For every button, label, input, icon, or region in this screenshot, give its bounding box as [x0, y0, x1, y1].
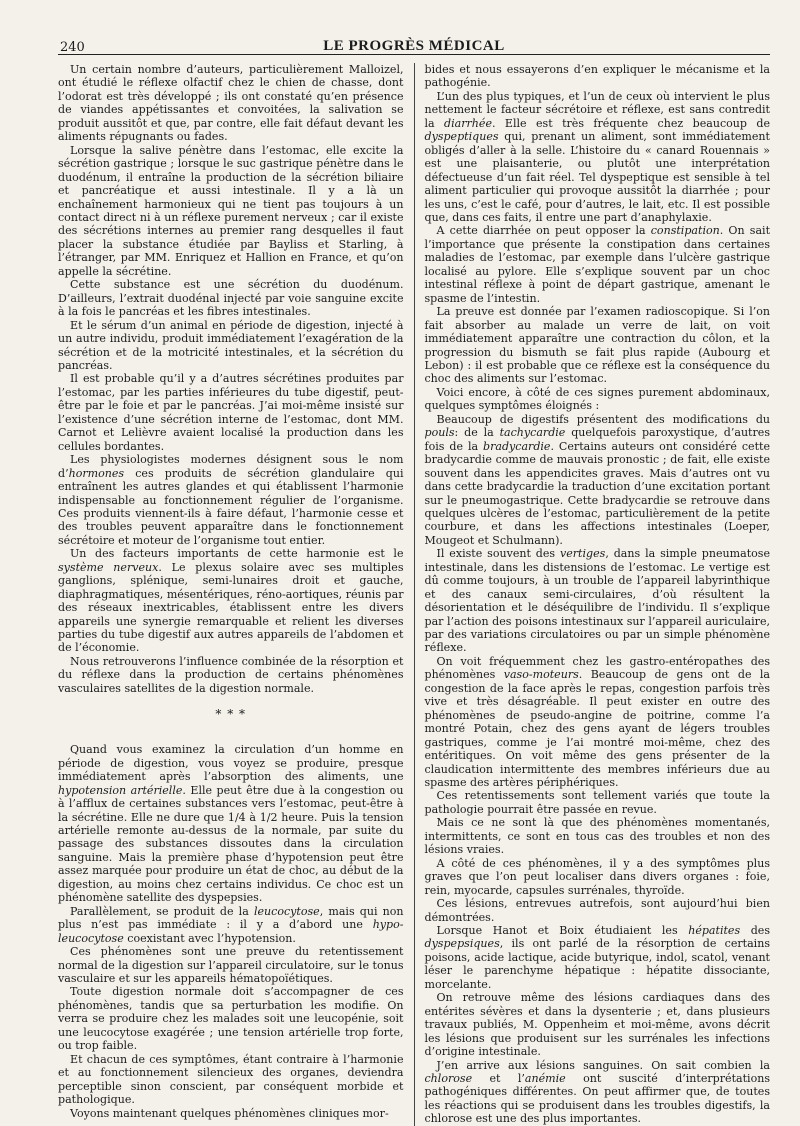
paragraph: Ces phénomènes sont une preuve du retentissement normal de la digestion sur l’appareil circulatoire, sur le tonus vasculaire et sur les appareils hématopoïétiques. [58, 945, 404, 985]
emphasis: leucocytose [253, 904, 320, 918]
paragraph: J’en arrive aux lésions sanguines. On sait combien la chlorose et l’anémie ont suscité d’interprétations pathogéniques différentes. On peut affirmer que, de toutes les réactions qui se produisent dans les troubles digestifs, la chlorose est une des plus importantes. [424, 1058, 770, 1126]
paragraph: L’un des plus typiques, et l’un de ceux où intervient le plus nettement le facteur sécrétoire et réflexe, est sans contredit la diarrhée. Elle est très fréquente chez beaucoup de dyspeptiques qui, prenant un aliment, sont immédiatement obligés d’aller à la selle. L’histoire du « canard Rouennais » est une plaisanterie, ou plutôt une interprétation défectueuse d’un fait réel. Tel dyspeptique est sensible à tel aliment particulier qui provoque aussitôt la diarrhée ; pour les uns, c’est le café, pour d’autres, le lait, etc. Il est possible que, dans ces faits, il entre une part d’anaphylaxie. [424, 89, 770, 224]
paragraph: La preuve est donnée par l’examen radioscopique. Si l’on fait absorber au malade un verre de lait, on voit immédiatement apparaître une contraction du côlon, et la progression du bismuth se fait plus rapide (Aubourg et Lebon) : il est probable que ce réflexe est la conséquence du choc des aliments sur l’estomac. [424, 305, 770, 386]
journal-title: LE PROGRÈS MÉDICAL [323, 38, 505, 54]
paragraph: Lorsque Hanot et Boix étudiaient les hépatites des dyspepsiques, ils ont parlé de la résorption de certains poisons, acide lactique, acide butyrique, indol, scatol, venant léser le parenchyme hépatique : hépatite dissociante, morcelante. [424, 924, 770, 991]
paragraph: A cette diarrhée on peut opposer la constipation. On sait l’importance que présente la constipation dans certaines maladies de l’estomac, par exemple dans l’ulcère gastrique localisé au pylore. Elle s’explique souvent par un choc intestinal réflexe à point de départ gastrique, amenant le spasme de l’intestin. [424, 224, 771, 305]
right-column [415, 63, 771, 1126]
paragraph: Nous retrouverons l’influence combinée de la résorption et du réflexe dans la production de certains phénomènes vasculaires satellites de la digestion normale. [58, 654, 404, 695]
paragraph: Voyons maintenant quelques phénomènes cliniques mor- [70, 1106, 389, 1120]
paragraph: On retrouve même des lésions cardiaques dans des entérites sévères et dans la dysenterie ; et, dans plusieurs travaux publiés, M. Oppenheim et moi-même, avons décrit les lésions que produisent sur les surrénales les infections d’origine intestinale. [424, 991, 770, 1059]
emphasis: bradycardie [483, 439, 551, 453]
paragraph: Voici encore, à côté de ces signes purement abdominaux, quelques symptômes éloignés : [424, 385, 770, 413]
paragraph: Toute digestion normale doit s’accompagner de ces phénomènes, tandis que sa perturbation les modifie. On verra se produire chez les malades soit une leucopénie, soit une leucocytose exagérée ; une tension artérielle trop forte, ou trop faible. [58, 985, 404, 1053]
paragraph: Cette substance est une sécrétion du duodénum. D’ailleurs, l’extrait duodénal injecté par voie sanguine excite à la fois le pancréas et les fibres intestinales. [58, 278, 404, 319]
emphasis: hypo-leucocytose [58, 918, 404, 945]
emphasis: système nerveux [58, 560, 159, 574]
section-asterism: * * * [215, 707, 247, 722]
page-number: 240 [60, 40, 85, 55]
emphasis: dyspeptiques [424, 130, 499, 144]
paragraph: Il existe souvent des vertiges, dans la simple pneumatose intestinale, dans les distensions de l’estomac. Le vertige est dû comme toujours, à un trouble de l’appareil labyrinthique et des canaux semi-circulaires, d’où résultent la désorientation et le déséquilibre de l’individu. Il s’explique par l’action des poisons intestinaux sur l’appareil auriculaire, par des variations circulatoires ou par un simple phénomène réflexe. [424, 547, 771, 655]
paragraph: Lorsque la salive pénètre dans l’estomac, elle excite la sécrétion gastrique ; lorsque le suc gastrique pénètre dans le duodénum, il entraîne la production de la sécrétion biliaire et pancréatique et aussi intestinale. Il y a là un enchaînement harmonieux qui ne tient pas toujours à un contact direct ni à un réflexe purement nerveux ; car il existe des sécrétions internes au premier rang desquelles il faut placer la substance étudiée par Bayliss et Starling, à l’étranger, par MM. Enriquez et Hallion en France, et qu’on appelle la sécrétine. [58, 143, 404, 278]
emphasis: hépatites [688, 924, 741, 937]
paragraph: Et le sérum d’un animal en période de digestion, injecté à un autre individu, produit immédiatement l’exagération de la sécrétion et de la motricité intestinales, et la sécrétion du pancréas. [58, 318, 404, 372]
left-column [58, 63, 415, 1126]
emphasis: vaso-moteurs [503, 668, 579, 682]
article-columns [58, 63, 770, 1126]
emphasis: chlorose [424, 1071, 473, 1085]
emphasis: pouls [424, 426, 455, 440]
paragraph: Parallèlement, se produit de la leucocytose, mais qui non plus n’est pas immédiate : il y a d’abord une hypo-leucocytose coexistant avec l’hypotension. [58, 904, 404, 945]
paragraph: A côté de ces phénomènes, il y a des symptômes plus graves que l’on peut localiser dans divers organes : foie, rein, myocarde, capsules surrénales, thyroïde. [424, 856, 770, 897]
emphasis: hypotension artérielle [58, 783, 183, 797]
paragraph: Beaucoup de digestifs présentent des modifications du pouls: de la tachycardie quelquefois paroxystique, d’autres fois de la bradycardie. Certains auteurs ont considéré cette bradycardie comme de mauvais pronostic ; de fait, elle existe souvent dans les appendicites graves. Mais d’autres ont vu dans cette bradycardie la traduction d’une excitation portant sur le pneumogastrique. Cette bradycardie se retrouve dans quelques ulcères de l’estomac, particulièrement de la petite courbure, et dans les affections intestinales (Loeper, Mougeot et Schulmann). [424, 412, 770, 547]
emphasis: dyspepsiques [424, 937, 500, 951]
paragraph: bides et nous essayerons d’en expliquer le mécanisme et la pathogénie. [424, 63, 770, 90]
paragraph: Quand vous examinez la circulation d’un homme en période de digestion, vous voyez se produire, presque immédiatement après l’absorption des aliments, une hypotension artérielle. Elle peut être due à la congestion ou à l’afflux de certaines substances vers l’estomac, peut-être à la sécrétine. Elle ne dure que 1/4 à 1/2 heure. Puis la tension artérielle remonte au-dessus de la normale, par suite du passage des substances dissoutes dans la circulation sanguine. Mais la première phase d’hypotension peut être assez marquée pour produire un état de choc, au début de la digestion, au moins chez certains individus. Ce choc est un phénomène satellite des dyspepsies. [58, 743, 404, 905]
paragraph: Un certain nombre d’auteurs, particulièrement Malloizel, ont étudié le réflexe olfactif chez le chien de chasse, dont l’odorat est très développé ; ils ont constaté qu’en présence de viandes appétissantes et convoitées, la salivation se produit aussitôt et que, par contre, elle fait défaut devant les aliments répugnants ou fades. [58, 63, 404, 144]
paragraph: Ces lésions, entrevues autrefois, sont aujourd’hui bien démontrées. [424, 897, 770, 924]
paragraph: Mais ce ne sont là que des phénomènes momentanés, intermittents, ce sont en tous cas des troubles et non des lésions vraies. [424, 816, 770, 857]
page-header [58, 28, 770, 55]
emphasis: diarrhée [444, 116, 492, 130]
paragraph: Un des facteurs importants de cette harmonie est le système nerveux. Le plexus solaire avec ses multiples ganglions, splénique, semi-lunaires droit et gauche, diaphragmatiques, mésentériques, réno-aortiques, réunis par des réseaux inextricables, établissent entre les divers appareils une synergie remarquable et relient les diverses parties du tube digestif aux autres appareils de l’abdomen et de l’économie. [58, 547, 404, 655]
emphasis: constipation [650, 224, 720, 238]
paragraph: Ces retentissements sont tellement variés que toute la pathologie pourrait être passée en revue. [424, 789, 770, 816]
paragraph: Il est probable qu’il y a d’autres sécrétines produites par l’estomac, par les parties inférieures du tube digestif, peut-être par le foie et par le pancréas. J’ai moi-même insisté sur l’existence d’une sécrétion interne de l’estomac, dont MM. Carnot et Lelièvre avaient localisé la production dans les cellules bordantes. [58, 372, 404, 453]
emphasis: vertiges [560, 547, 606, 561]
paragraph: On voit fréquemment chez les gastro-entéropathes des phénomènes vaso-moteurs. Beaucoup de gens ont de la congestion de la face après le repas, congestion parfois très vive et très désagréable. Il peut exister en outre des phénomènes de pseudo-angine de poitrine, comme l’a montré Potain, chez des gens ayant de légers troubles gastriques, comme je l’ai montré moi-même, chez des entéritiques. On voit même des gens présenter de la claudication intermittente des membres inférieurs due au spasme des artères périphériques. [424, 654, 770, 790]
emphasis: anémie [524, 1071, 566, 1085]
emphasis: hormones [68, 466, 125, 480]
paragraph: Les physiologistes modernes désignent sous le nom d’hormones ces produits de sécrétion glandulaire qui entraînent les autres glandes et qui établissent l’harmonie indispensable au fonctionnement régulier de l’organisme. Ces produits viennent-ils à faire défaut, l’harmonie cesse et des troubles peuvent apparaître dans le fonctionnement sécrétoire et moteur de l’organisme tout entier. [58, 453, 404, 547]
paragraph: Et chacun de ces symptômes, étant contraire à l’harmonie et au fonctionnement silencieux des organes, deviendra perceptible sinon conscient, par conséquent morbide et pathologique. [58, 1052, 404, 1107]
emphasis: tachycardie [499, 426, 566, 440]
